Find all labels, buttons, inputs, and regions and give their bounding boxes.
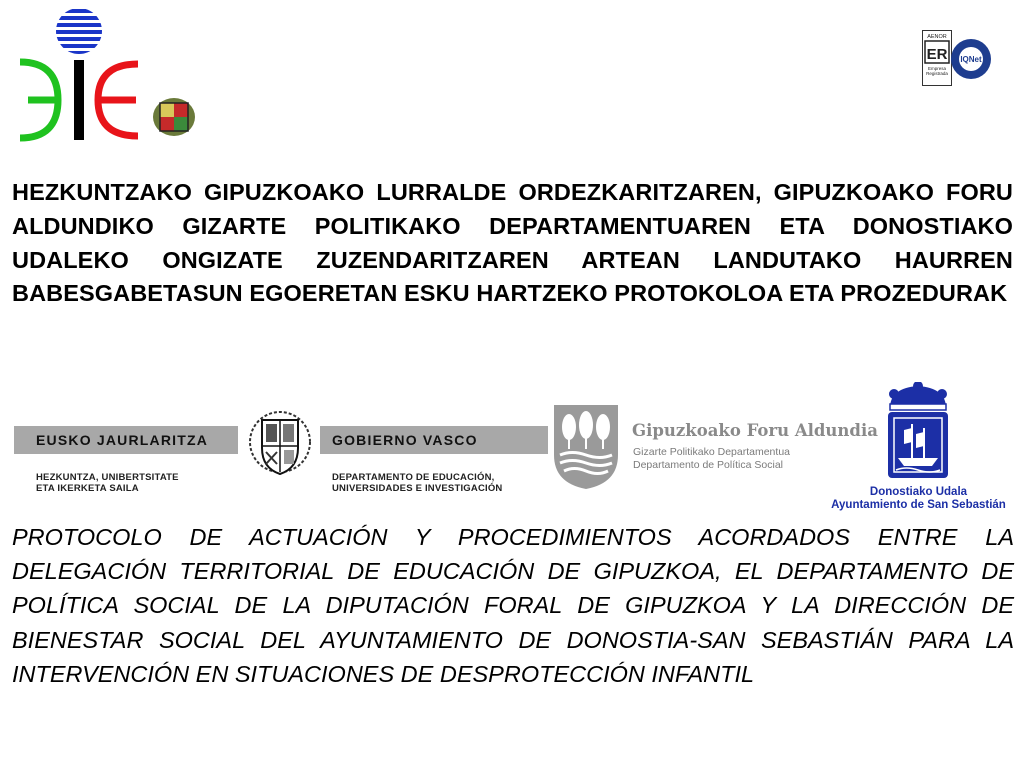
ej-dept-eu-1: HEZKUNTZA, UNIBERTSITATE bbox=[36, 472, 179, 483]
ie-logo bbox=[14, 8, 144, 142]
ej-dept-es-1: DEPARTAMENTO DE EDUCACIÓN, bbox=[332, 472, 495, 483]
donostia-shield-icon bbox=[882, 382, 954, 482]
title-basque: HEZKUNTZAKO GIPUZKOAKO LURRALDE ORDEZKARITZAREN, GIPUZKOAKO FORU ALDUNDIKO GIZARTE POLITIKAKO DEPARTAMENTUAREN ETA DONOSTIAKO UDALEKO ONGIZATE ZUZENDARITZAREN ARTEAN LANDUTAKO HAURREN BABESGABETASUN EGOERETAN ESKU HARTZEKO PROTOKOLOA ETA PROZEDURAK bbox=[12, 179, 1013, 307]
gipuzkoa-shield-icon bbox=[552, 403, 620, 491]
ej-name-eu: EUSKO JAURLARITZA bbox=[36, 432, 209, 448]
aenor-line1: Empresa bbox=[927, 66, 947, 71]
ej-dept-eu-2: ETA IKERKETA SAILA bbox=[36, 483, 139, 494]
iqnet-certification-badge bbox=[950, 38, 992, 80]
donostia-line2: Ayuntamiento de San Sebastián bbox=[831, 499, 1006, 511]
iqnet-mark: IQNet bbox=[960, 55, 982, 64]
aenor-certification-badge bbox=[922, 30, 952, 86]
aenor-line2: Registrada bbox=[926, 71, 948, 76]
eusko-jaurlaritza-logo bbox=[14, 408, 548, 500]
gipuzkoa-dept-es: Departamento de Política Social bbox=[633, 459, 783, 471]
donostia-udala-logo bbox=[826, 382, 1011, 514]
coat-of-arms-icon bbox=[151, 96, 197, 138]
aenor-brand: AENOR bbox=[927, 34, 947, 40]
ej-name-es: GOBIERNO VASCO bbox=[332, 432, 478, 448]
basque-shield-icon bbox=[244, 408, 316, 480]
gipuzkoa-name: Gipuzkoako Foru Aldundia bbox=[632, 421, 878, 440]
globe-icon bbox=[54, 8, 104, 56]
donostia-line1: Donostiako Udala bbox=[869, 486, 968, 498]
aenor-mark: ER bbox=[926, 46, 948, 63]
gipuzkoa-dept-eu: Gizarte Politikako Departamentua bbox=[633, 446, 790, 458]
title-spanish: PROTOCOLO DE ACTUACIÓN Y PROCEDIMIENTOS ACORDADOS ENTRE LA DELEGACIÓN TERRITORIAL DE EDUCACIÓN DE GIPUZKOA, EL DEPARTAMENTO DE POLÍTICA SOCIAL DE LA DIPUTACIÓN FORAL DE GIPUZKOA Y LA DIRECCIÓN DE BIENESTAR SOCIAL DEL AYUNTAMIENTO DE DONOSTIA-SAN SEBASTIÁN PARA LA INTERVENCIÓN EN SITUACIONES DE DESPROTECCIÓN INFANTIL bbox=[12, 524, 1014, 687]
ej-dept-es-2: UNIVERSIDADES E INVESTIGACIÓN bbox=[332, 483, 503, 494]
